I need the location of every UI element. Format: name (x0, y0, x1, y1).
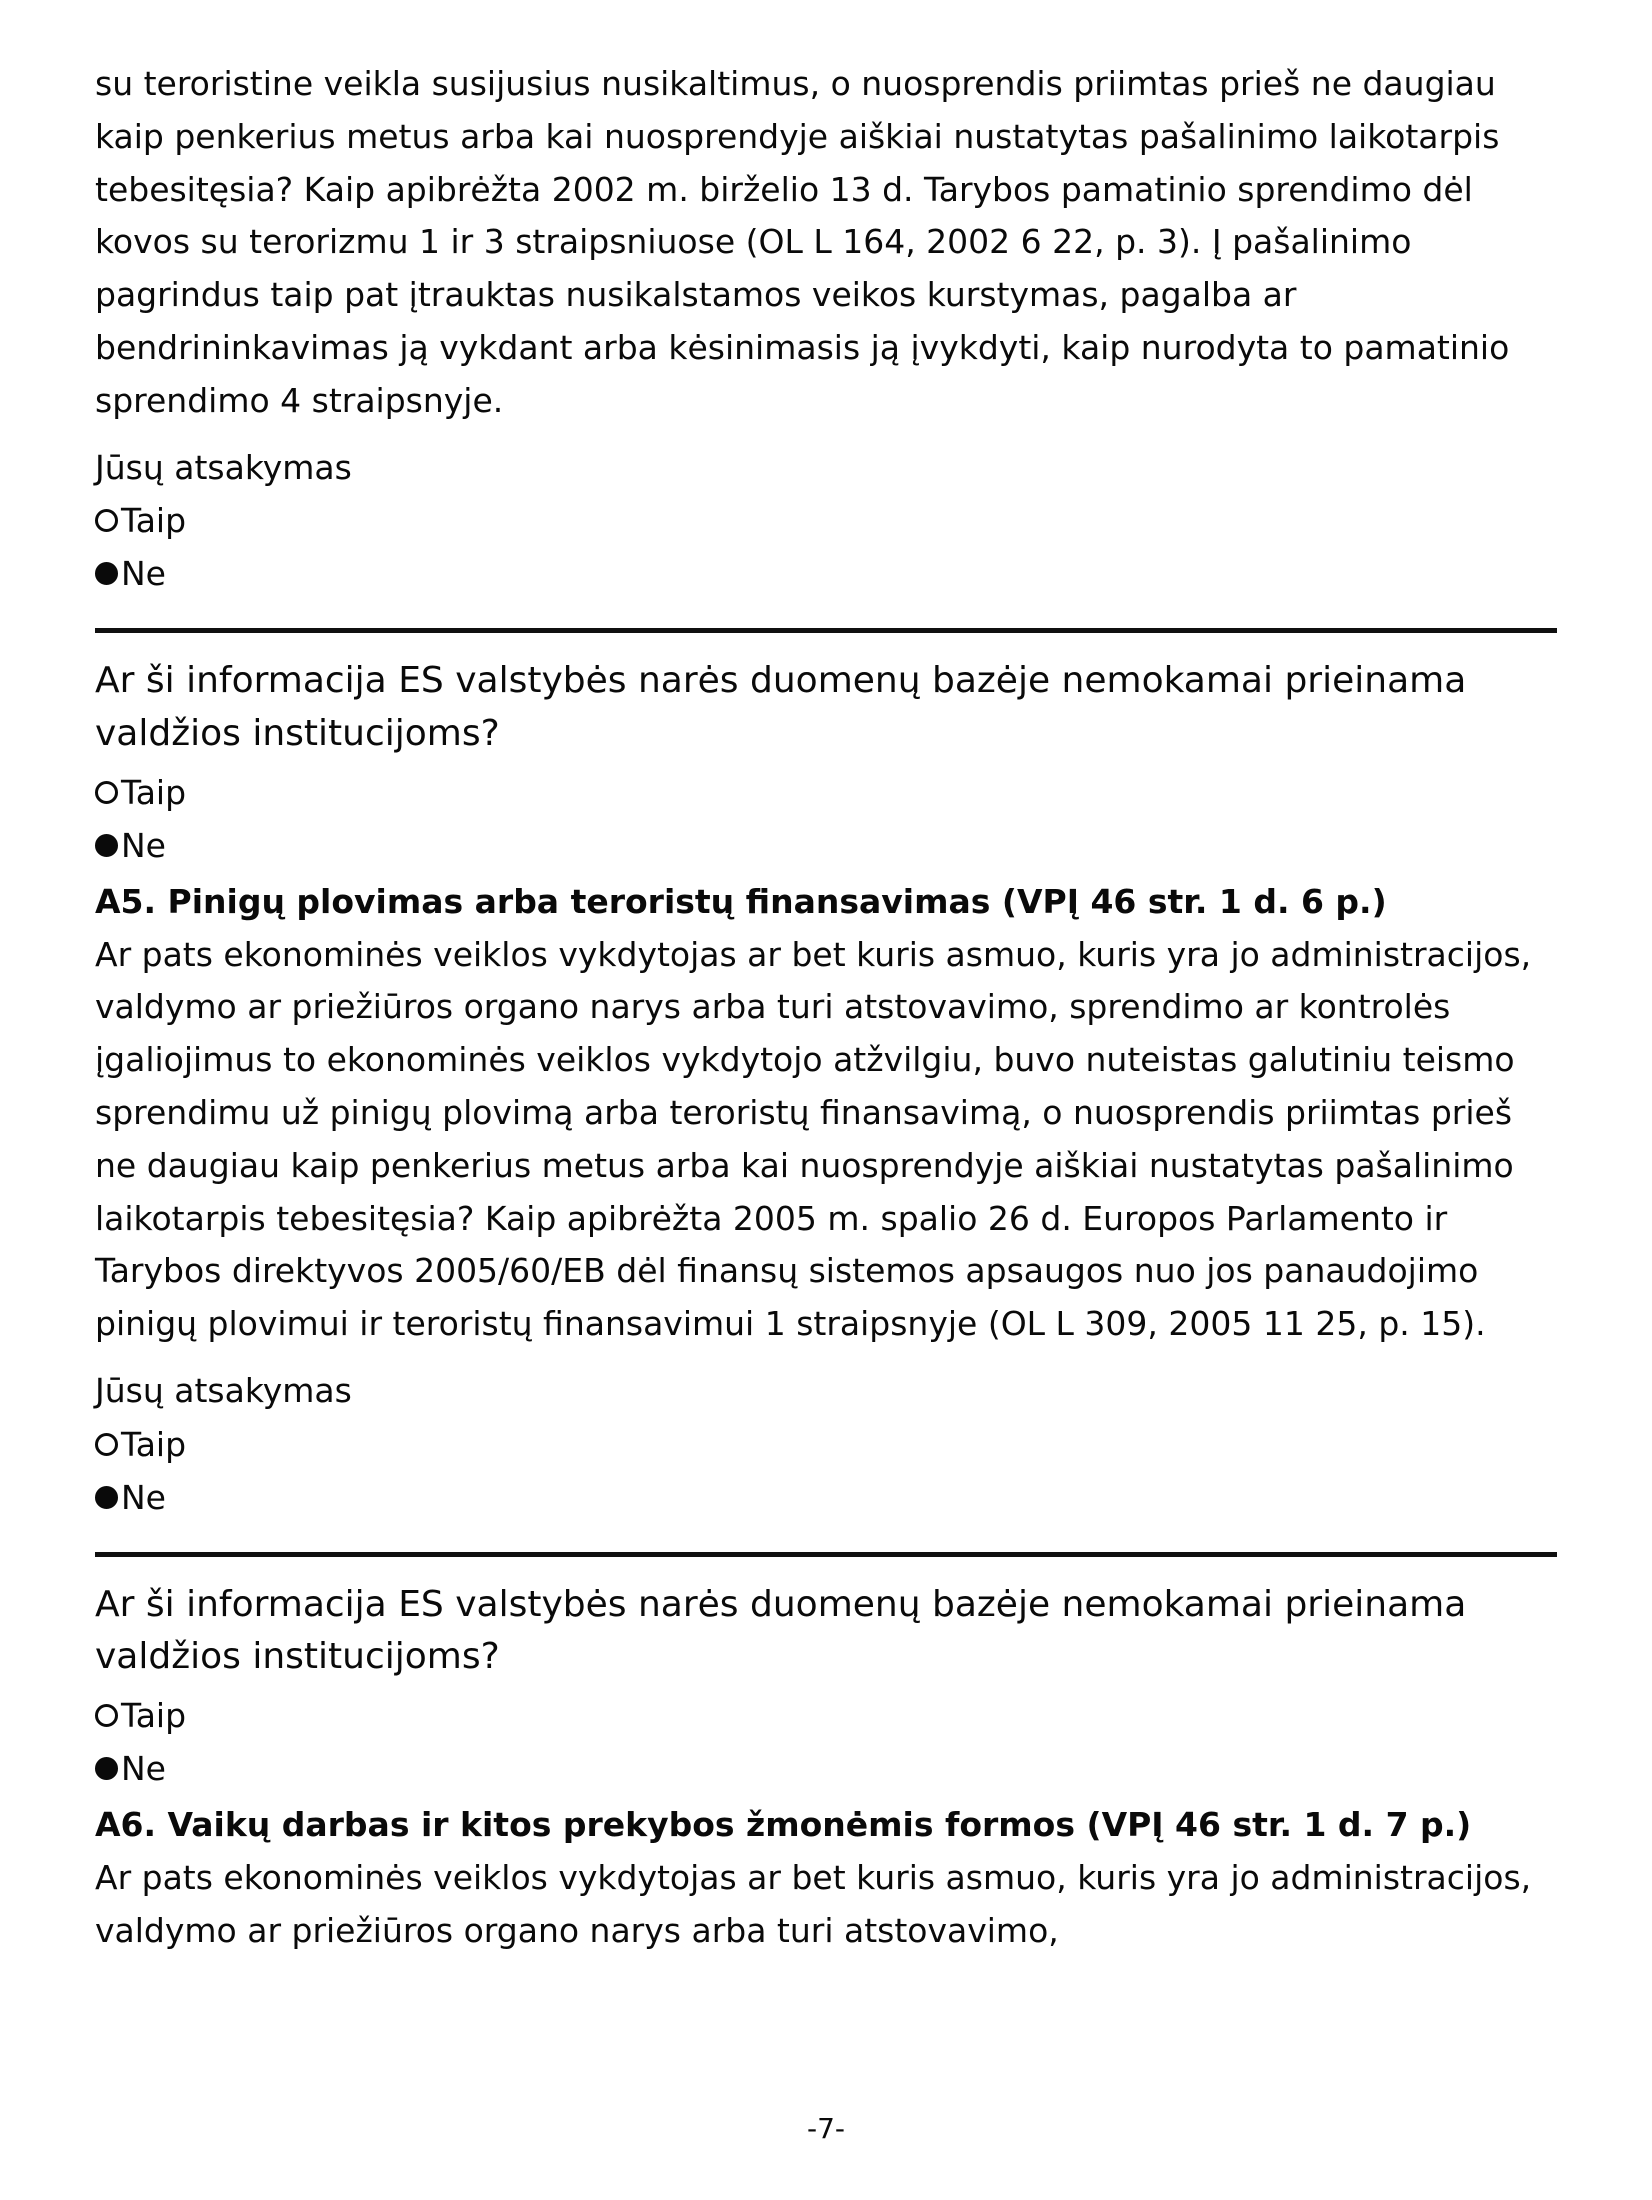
radio-option-ne[interactable] (95, 1471, 1557, 1524)
radio-option-label: Ne (121, 1749, 166, 1789)
question-paragraph-a5: Ar pats ekonominės veiklos vykdytojas ar bet kuris asmuo, kuris yra jo administracijos, valdymo ar priežiūros organo narys arba turi atstovavimo, sprendimo ar kontrolės įgaliojimus to ekonominės veiklos vykdytojo atžvilgiu, buvo nuteistas galutiniu teismo sprendimu už pinigų plovimą arba teroristų finansavimą, o nuosprendis priimtas prieš ne daugiau kaip penkerius metus arba kai nuosprendyje aiškiai nustatytas pašalinimo laikotarpis tebesitęsia? Kaip apibrėžta 2005 m. spalio 26 d. Europos Parlamento ir Tarybos direktyvos 2005/60/EB dėl finansų sistemos apsaugos nuo jos panaudojimo pinigų plovimui ir teroristų finansavimui 1 straipsnyje (OL L 309, 2005 11 25, p. 15). (95, 934, 1532, 1344)
section-a6-heading: A6. Vaikų darbas ir kitos prekybos žmonėmis formos (VPĮ 46 str. 1 d. 7 p.) (95, 1805, 1472, 1845)
radio-option-label: Taip (121, 501, 187, 541)
radio-group-db-availability-2 (95, 1689, 1557, 1795)
page-number: -7- (806, 2112, 846, 2145)
radio-group-a5-answer (95, 1418, 1557, 1524)
db-availability-question: Ar ši informacija ES valstybės narės duomenų bazėje nemokamai prieinama valdžios institucijoms? (95, 1583, 1467, 1677)
radio-icon (95, 781, 118, 804)
db-availability-question: Ar ši informacija ES valstybės narės duomenų bazėje nemokamai prieinama valdžios institucijoms? (95, 660, 1467, 754)
radio-option-taip[interactable] (95, 494, 1557, 547)
radio-option-ne[interactable] (95, 547, 1557, 600)
radio-icon (95, 1433, 118, 1456)
question-section-a6 (95, 1799, 1557, 1957)
radio-icon (95, 834, 118, 857)
radio-option-ne[interactable] (95, 819, 1557, 872)
radio-option-label: Taip (121, 1424, 187, 1464)
radio-option-taip[interactable] (95, 1689, 1557, 1742)
radio-option-taip[interactable] (95, 1418, 1557, 1471)
radio-option-label: Ne (121, 1477, 166, 1517)
radio-option-label: Taip (121, 1696, 187, 1736)
radio-icon (95, 1486, 118, 1509)
answer-label: Jūsų atsakymas (95, 447, 352, 487)
radio-option-label: Taip (121, 772, 187, 812)
question-paragraph-terrorism: su teroristine veikla susijusius nusikaltimus, o nuosprendis priimtas prieš ne daugiau kaip penkerius metus arba kai nuosprendyje aiškiai nustatytas pašalinimo laikotarpis tebesitęsia? Kaip apibrėžta 2002 m. birželio 13 d. Tarybos pamatinio sprendimo dėl kovos su terorizmu 1 ir 3 straipsniuose (OL L 164, 2002 6 22, p. 3). Į pašalinimo pagrindus taip pat įtrauktas nusikalstamos veikos kurstymas, pagalba ar bendrininkavimas ją vykdant arba kėsinimasis ją įvykdyti, kaip nurodyta to pamatinio sprendimo 4 straipsnyje. (95, 64, 1510, 420)
db-availability-section-2 (95, 1579, 1557, 1795)
radio-icon (95, 1704, 118, 1727)
question-section-terrorism (95, 58, 1557, 600)
radio-option-label: Ne (121, 825, 166, 865)
radio-option-label: Ne (121, 554, 166, 594)
db-availability-section-1 (95, 655, 1557, 871)
section-a5-heading: A5. Pinigų plovimas arba teroristų finansavimas (VPĮ 46 str. 1 d. 6 p.) (95, 881, 1387, 921)
radio-icon (95, 562, 118, 585)
radio-group-terrorism-answer (95, 494, 1557, 600)
question-paragraph-a6: Ar pats ekonominės veiklos vykdytojas ar bet kuris asmuo, kuris yra jo administracijos, valdymo ar priežiūros organo narys arba turi atstovavimo, (95, 1857, 1532, 1950)
radio-option-taip[interactable] (95, 766, 1557, 819)
radio-icon (95, 1757, 118, 1780)
radio-group-db-availability-1 (95, 766, 1557, 872)
radio-icon (95, 509, 118, 532)
section-divider (95, 1552, 1557, 1557)
radio-option-ne[interactable] (95, 1742, 1557, 1795)
section-divider (95, 628, 1557, 633)
question-section-a5 (95, 876, 1557, 1524)
answer-label: Jūsų atsakymas (95, 1370, 352, 1410)
